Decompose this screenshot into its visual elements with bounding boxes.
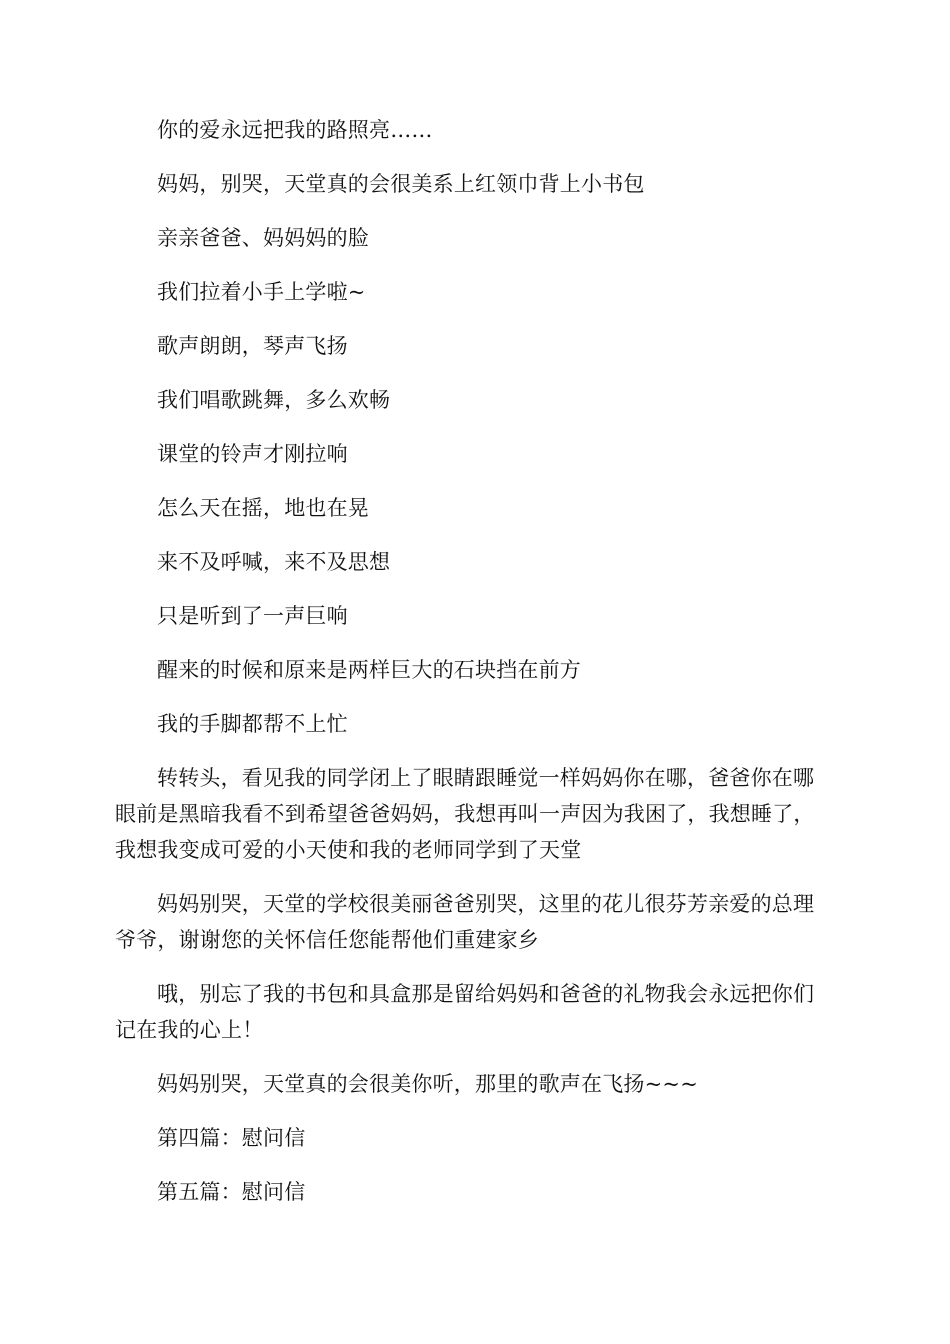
paragraph-5: 歌声朗朗，琴声飞扬 xyxy=(157,334,348,358)
paragraph-11: 醒来的时候和原来是两样巨大的石块挡在前方 xyxy=(157,658,581,682)
paragraph-13: 转转头，看见我的同学闭上了眼睛跟睡觉一样妈妈你在哪，爸爸你在哪眼前是黑暗我看不到希望爸爸妈妈，我想再叫一声因为我困了，我想睡了，我想我变成可爱的小天使和我的老师同学到了天堂 xyxy=(115,766,815,862)
paragraph-10: 只是听到了一声巨响 xyxy=(157,604,348,628)
paragraph-3: 亲亲爸爸、妈妈妈的脸 xyxy=(157,226,369,250)
paragraph-8: 怎么天在摇，地也在晃 xyxy=(157,496,369,520)
paragraph-9: 来不及呼喊，来不及思想 xyxy=(157,550,391,574)
paragraph-14: 妈妈别哭，天堂的学校很美丽爸爸别哭，这里的花儿很芬芳亲爱的总理爷爷，谢谢您的关怀信任您能帮他们重建家乡 xyxy=(115,892,815,952)
paragraph-2: 妈妈，别哭，天堂真的会很美系上红领巾背上小书包 xyxy=(157,172,645,196)
section-heading-5: 第五篇：慰问信 xyxy=(157,1180,306,1204)
paragraph-4: 我们拉着小手上学啦~ xyxy=(157,280,366,304)
paragraph-6: 我们唱歌跳舞，多么欢畅 xyxy=(157,388,391,412)
document-page xyxy=(115,112,835,1210)
paragraph-15: 哦，别忘了我的书包和具盒那是留给妈妈和爸爸的礼物我会永远把你们记在我的心上！ xyxy=(115,982,815,1042)
paragraph-1: 你的爱永远把我的路照亮…… xyxy=(157,118,433,142)
paragraph-7: 课堂的铃声才刚拉响 xyxy=(157,442,348,466)
section-heading-4: 第四篇：慰问信 xyxy=(157,1126,306,1150)
paragraph-16: 妈妈别哭，天堂真的会很美你听，那里的歌声在飞扬~~~ xyxy=(157,1072,698,1096)
paragraph-12: 我的手脚都帮不上忙 xyxy=(157,712,348,736)
